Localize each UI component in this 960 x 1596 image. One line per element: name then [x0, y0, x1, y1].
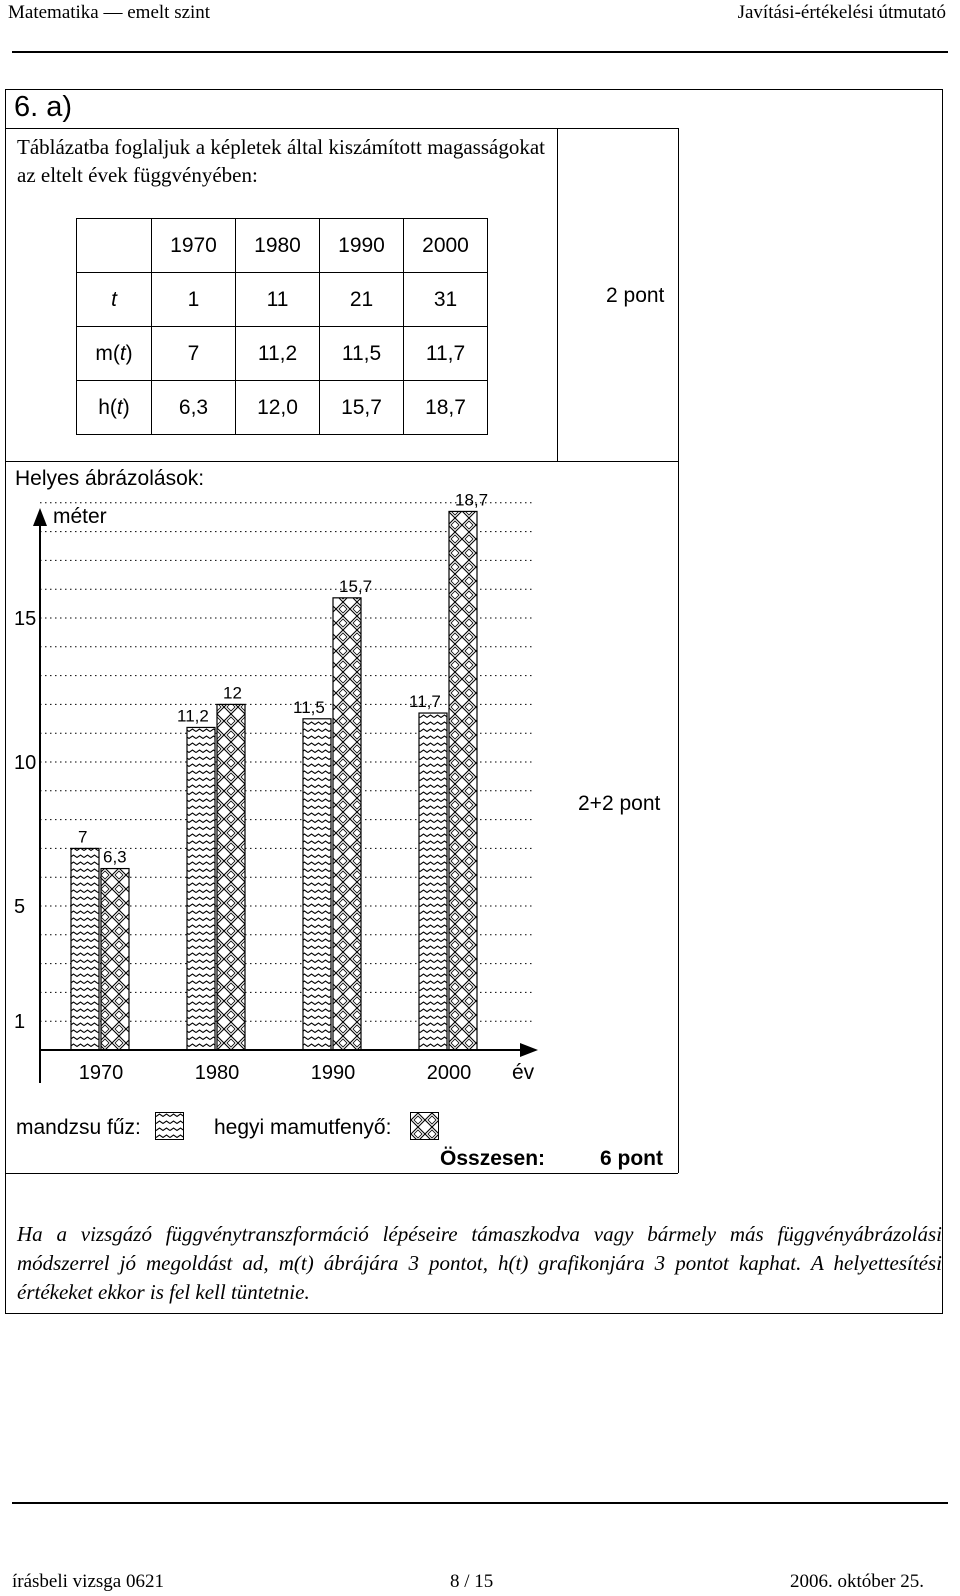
y-tick-label: 10 [14, 752, 37, 774]
table-cell: 6,3 [152, 381, 236, 435]
table-cell: 31 [404, 273, 488, 327]
table-cell: 11,2 [236, 327, 320, 381]
x-category-label: 2000 [426, 1062, 472, 1084]
table-row [77, 273, 488, 327]
legend-willow-label: mandzsu fűz: [16, 1116, 141, 1139]
bar [333, 598, 361, 1050]
total-points: 6 pont [600, 1147, 663, 1170]
bar [303, 719, 331, 1050]
bar-value-label: 12 [223, 683, 242, 703]
table-year-cell: 1990 [320, 219, 404, 273]
bar [419, 713, 447, 1050]
bar-value-label: 11,7 [409, 692, 441, 712]
bar-value-label: 6,3 [103, 847, 127, 867]
legend-redwood-label: hegyi mamutfenyő: [214, 1116, 392, 1139]
table-cell: 12,0 [236, 381, 320, 435]
footer-rule [12, 1502, 948, 1504]
bar [187, 727, 215, 1050]
x-category-label: 1990 [310, 1062, 356, 1084]
bars [71, 511, 477, 1050]
y-tick-labels [14, 608, 36, 1033]
chart-heading: Helyes ábrázolások: [15, 467, 205, 490]
legend-willow-swatch [155, 1112, 184, 1140]
table-row [77, 327, 488, 381]
bar-value-label: 11,2 [177, 706, 209, 726]
table-year-cell: 1970 [152, 219, 236, 273]
bar-chart [0, 480, 560, 1100]
bar [217, 704, 245, 1050]
values-table [76, 218, 488, 435]
header-right: Javítási-értékelési útmutató [737, 2, 946, 23]
x-category-labels [79, 1062, 472, 1084]
table-corner-cell [77, 219, 152, 273]
table-year-cell: 1980 [236, 219, 320, 273]
header-rule [12, 51, 948, 53]
footer-left: írásbeli vizsga 0621 [12, 1571, 164, 1592]
y-axis-arrow [33, 508, 47, 526]
table-cell: 21 [320, 273, 404, 327]
bar-value-label: 15,7 [339, 576, 373, 596]
header-left: Matematika — emelt szint [8, 2, 211, 23]
bar [449, 511, 477, 1050]
y-tick-label: 15 [14, 608, 37, 630]
x-category-label: 1980 [194, 1062, 240, 1084]
table-cell: 11,7 [404, 327, 488, 381]
table-row-label: h(t) [77, 381, 152, 435]
bar-value-label: 18,7 [455, 490, 489, 510]
footer-right: 2006. október 25. [789, 1571, 924, 1592]
bar [101, 869, 129, 1050]
bar-value-label: 7 [78, 827, 88, 847]
table-cell: 15,7 [320, 381, 404, 435]
total-label: Összesen: [440, 1147, 546, 1170]
y-tick-label: 1 [14, 1011, 26, 1034]
x-axis-arrow [520, 1043, 538, 1057]
table-cell: 11 [236, 273, 320, 327]
bar [71, 848, 99, 1050]
table-cell: 1 [152, 273, 236, 327]
y-axis-label: méter [53, 505, 107, 528]
y-tick-label: 5 [14, 896, 26, 918]
table-year-cell: 2000 [404, 219, 488, 273]
table-row [77, 381, 488, 435]
task-number: 6. a) [14, 91, 73, 123]
table-cell: 7 [152, 327, 236, 381]
bar-value-label: 11,5 [293, 697, 325, 717]
table-header-row [77, 219, 488, 273]
x-axis-label: év [512, 1061, 535, 1084]
table-cell: 18,7 [404, 381, 488, 435]
footer-center: 8 / 15 [450, 1571, 494, 1592]
task-intro: Táblázatba foglaljuk a képletek által kiszámított magasságokat az eltelt évek függvényében: [17, 135, 545, 187]
points-chart: 2+2 pont [578, 792, 661, 815]
table-row-label: t [77, 273, 152, 327]
grading-note: Ha a vizsgázó függvénytranszformáció lépéseire támaszkodva vagy bármely más függvényábrázolási módszerrel jó megoldást ad, m(t) ábrájára 3 pontot, h(t) grafikonjára 3 pontot kaphat. A helyettesítési értékeket ekkor is fel kell tüntetnie. [17, 1222, 942, 1304]
table-cell: 11,5 [320, 327, 404, 381]
x-category-label: 1970 [78, 1062, 124, 1084]
points-table: 2 pont [606, 284, 665, 307]
table-row-label: m(t) [77, 327, 152, 381]
legend-redwood-swatch [410, 1112, 439, 1140]
